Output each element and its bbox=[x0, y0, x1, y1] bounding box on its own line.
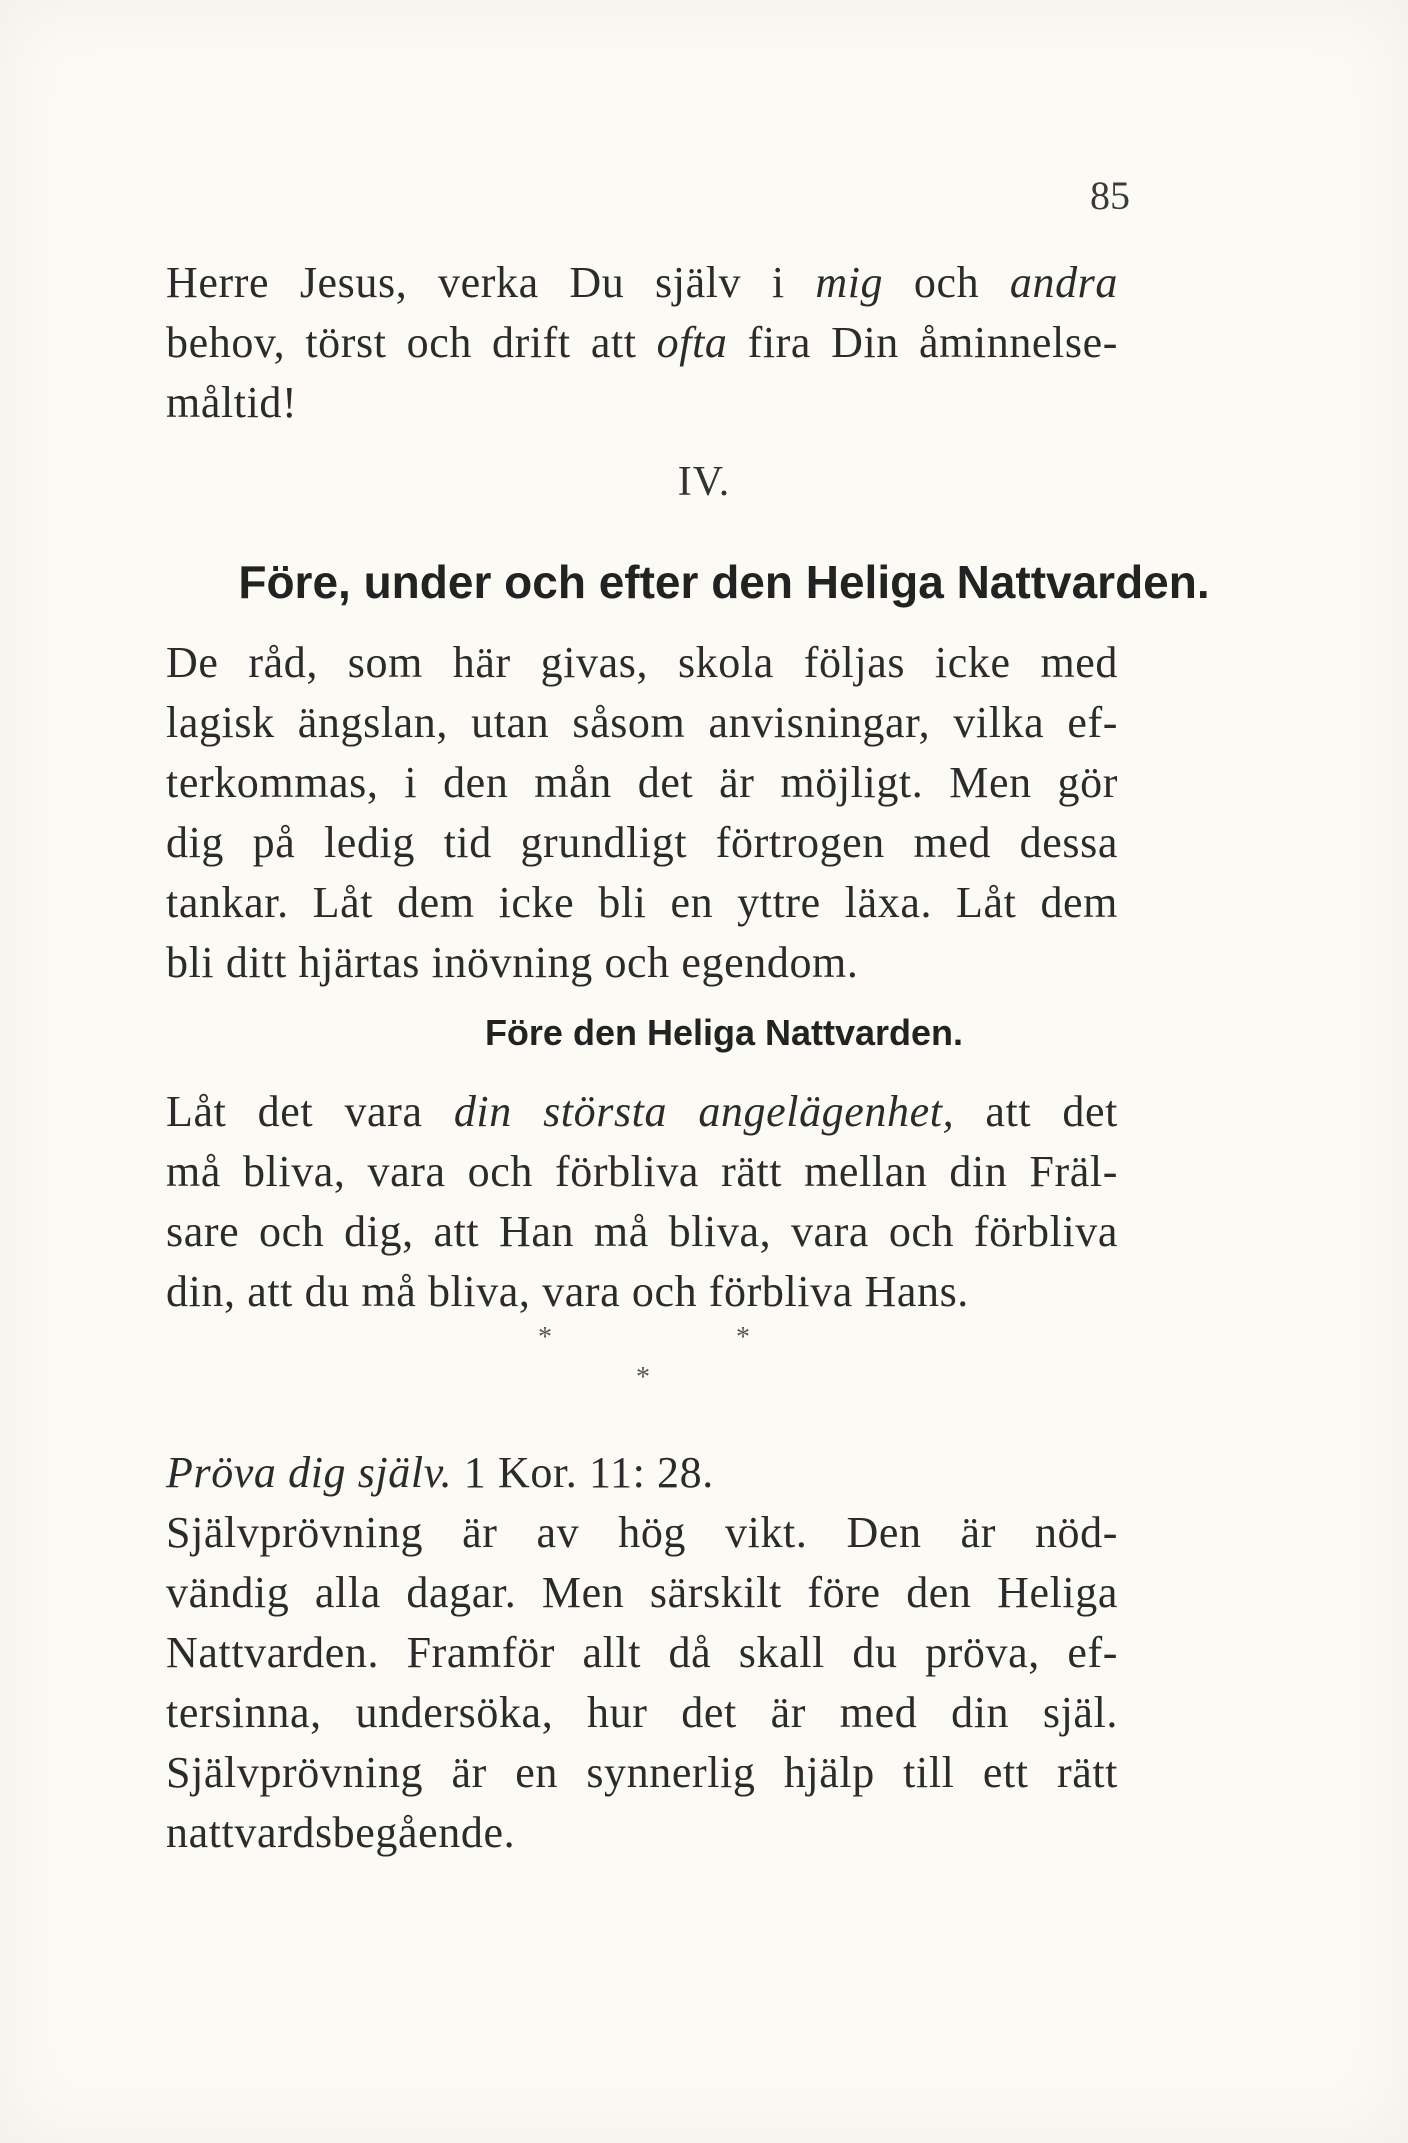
text-run: dig på ledig tid grundligt förtrogen med dessa bbox=[166, 818, 1118, 867]
text-run: terkommas, i den mån det är möjligt. Men gör bbox=[166, 758, 1118, 807]
text-line bbox=[166, 1563, 1118, 1623]
text-run: Nattvarden. Framför allt då skall du pröva, ef- bbox=[166, 1628, 1118, 1677]
text-line bbox=[166, 1142, 1118, 1202]
text-line bbox=[166, 313, 1118, 373]
emphasis: andra bbox=[1009, 258, 1118, 307]
text-line bbox=[166, 253, 1118, 313]
text-run: De råd, som här givas, skola följas icke med bbox=[166, 638, 1118, 687]
text-line bbox=[166, 1202, 1118, 1262]
emphasis: mig bbox=[815, 258, 884, 307]
text-run: måltid! bbox=[166, 378, 298, 427]
text-line bbox=[166, 873, 1118, 933]
text-line bbox=[166, 813, 1118, 873]
text-run: tankar. Låt dem icke bli en yttre läxa. Låt dem bbox=[166, 878, 1118, 927]
section-title: Före, under och efter den Heliga Nattvarden. bbox=[238, 556, 1210, 608]
text-run: Herre Jesus, verka Du själv i bbox=[166, 258, 816, 307]
text-run: att det bbox=[954, 1087, 1118, 1136]
section-number: IV. bbox=[677, 459, 731, 505]
emphasis: din största angelägenhet, bbox=[453, 1087, 955, 1136]
text-run: tersinna, undersöka, hur det är med din själ. bbox=[166, 1688, 1118, 1737]
text-run: lagisk ängslan, utan såsom anvisningar, vilka ef- bbox=[166, 698, 1118, 747]
paragraph-self-examination bbox=[166, 1443, 1118, 1863]
text-run: 1 Kor. 11: 28. bbox=[452, 1448, 714, 1497]
subheading: Före den Heliga Nattvarden. bbox=[484, 1012, 964, 1053]
text-run: må bliva, vara och förbliva rätt mellan din Fräl- bbox=[166, 1147, 1118, 1196]
text-line bbox=[166, 693, 1118, 753]
text-line bbox=[166, 1262, 1118, 1322]
text-line bbox=[166, 1443, 1118, 1503]
paragraph-greatest-concern bbox=[166, 1082, 1118, 1322]
text-run: och bbox=[883, 258, 1010, 307]
paragraph-advice bbox=[166, 633, 1118, 993]
emphasis: Pröva dig själv. bbox=[166, 1448, 453, 1497]
asterisk-left: * bbox=[538, 1322, 552, 1353]
text-run: sare och dig, att Han må bliva, vara och förbliva bbox=[166, 1207, 1118, 1256]
page-number: 85 bbox=[1090, 173, 1130, 218]
text-line bbox=[166, 1803, 1118, 1863]
text-run: bli ditt hjärtas inövning och egendom. bbox=[166, 938, 859, 987]
text-run: behov, törst och drift att bbox=[166, 318, 657, 367]
text-line bbox=[166, 933, 1118, 993]
text-line bbox=[166, 1082, 1118, 1142]
text-line bbox=[166, 1503, 1118, 1563]
text-line bbox=[166, 1743, 1118, 1803]
text-run: fira Din åminnelse- bbox=[727, 318, 1118, 367]
asterisk-bottom: * bbox=[636, 1362, 650, 1393]
text-line bbox=[166, 1683, 1118, 1743]
text-line bbox=[166, 1623, 1118, 1683]
asterisk-right: * bbox=[736, 1322, 750, 1353]
text-line bbox=[166, 633, 1118, 693]
text-line bbox=[166, 753, 1118, 813]
text-line bbox=[166, 373, 1118, 433]
emphasis: ofta bbox=[656, 318, 728, 367]
intro-paragraph bbox=[166, 253, 1118, 433]
text-run: Självprövning är en synnerlig hjälp till ett rätt bbox=[166, 1748, 1118, 1797]
text-run: din, att du må bliva, vara och förbliva Hans. bbox=[166, 1267, 969, 1316]
text-run: nattvardsbegående. bbox=[166, 1808, 516, 1857]
text-run: Låt det vara bbox=[166, 1087, 454, 1136]
text-run: vändig alla dagar. Men särskilt före den Heliga bbox=[166, 1568, 1118, 1617]
text-run: Självprövning är av hög vikt. Den är nöd- bbox=[166, 1508, 1118, 1557]
